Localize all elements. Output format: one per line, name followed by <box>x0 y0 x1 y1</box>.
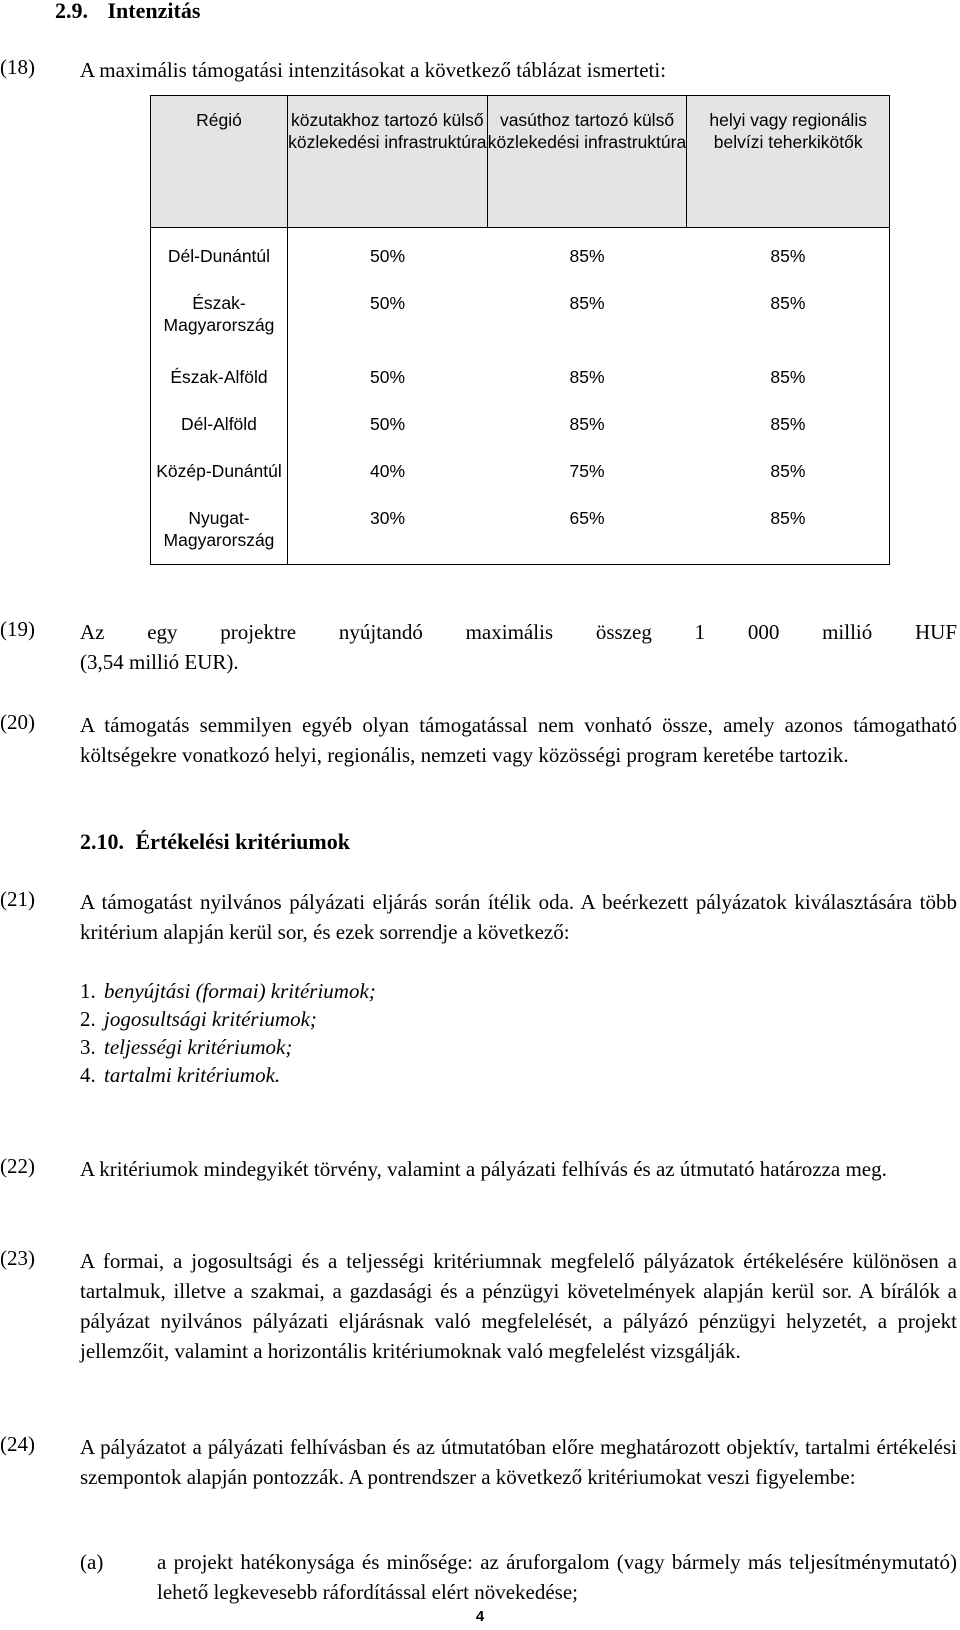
road-cell: 50% <box>370 413 406 434</box>
list-item <box>80 1060 280 1090</box>
paragraph-number-20: (20) <box>0 710 35 734</box>
table-header-row <box>151 96 890 228</box>
list-number: 4. <box>80 1063 96 1087</box>
list-text: tartalmi kritériumok. <box>104 1063 281 1087</box>
paragraph-24-text: A pályázatot a pályázati felhívásban és az útmutatóban előre meghatározott objektív, tartalmi értékelési szempontok alapján pontozzák. A pontrendszer a következő kritériumokat veszi figyelembe: <box>80 1435 957 1489</box>
section-heading-2-10 <box>80 829 350 855</box>
rail-cell: 85% <box>569 246 605 266</box>
rail-cell: 85% <box>569 293 605 314</box>
road-cell: 40% <box>370 461 406 482</box>
section-title: Intenzitás <box>107 0 201 23</box>
rail-cell: 65% <box>569 508 605 529</box>
region-cell: Nyugat-Magyarország <box>151 490 288 564</box>
paragraph-22-text: A kritériumok mindegyikét törvény, valamint a pályázati felhívás és az útmutató határozza meg. <box>80 1157 887 1181</box>
table-row <box>151 275 890 349</box>
table-row <box>151 443 890 490</box>
road-cell: 50% <box>370 246 406 266</box>
paragraph-number-18: (18) <box>0 55 35 79</box>
rail-cell: 85% <box>569 366 605 387</box>
port-cell: 85% <box>770 293 806 314</box>
section-number: 2.10. <box>80 829 124 854</box>
table-row <box>151 349 890 396</box>
paragraph-19-line2: (3,54 millió EUR). <box>80 650 239 674</box>
region-cell: Észak-Magyarország <box>151 275 288 349</box>
list-item <box>80 976 376 1006</box>
road-cell: 30% <box>370 508 406 529</box>
section-title: Értékelési kritériumok <box>135 829 350 854</box>
region-cell: Észak-Alföld <box>151 349 288 396</box>
region-cell: Dél-Alföld <box>151 396 288 443</box>
paragraph-number-23: (23) <box>0 1246 35 1270</box>
paragraph-number-22: (22) <box>0 1154 35 1178</box>
list-text: jogosultsági kritériumok; <box>104 1007 317 1031</box>
paragraph-21-text: A támogatást nyilvános pályázati eljárás során ítélik oda. A beérkezett pályázatok kiválasztására több kritérium alapján kerül sor, és ezek sorrendje a következő: <box>80 890 957 944</box>
list-number: 1. <box>80 979 96 1003</box>
paragraph-18-text: A maximális támogatási intenzitásokat a következő táblázat ismerteti: <box>80 58 667 82</box>
paragraph-number-24: (24) <box>0 1432 35 1456</box>
list-text: teljességi kritériumok; <box>104 1035 293 1059</box>
table-row <box>151 490 890 564</box>
list-number: 3. <box>80 1035 96 1059</box>
intensity-table <box>150 95 890 565</box>
paragraph-19-line1: Az egy projektre nyújtandó maximális összeg 1 000 millió HUF <box>80 620 957 644</box>
subitem-label-a: (a) <box>80 1550 104 1574</box>
paragraph-23-text: A formai, a jogosultsági és a teljességi kritériumnak megfelelő pályázatok értékelésére különösen a tartalmuk, illetve a szakmai, a gazdasági és a pénzügyi követelmények alapján kerül sor. A bírálók a pályázat nyilvános pályázati eljárásnak való megfelelését, a pályázó pénzügyi helyzetét, a projekt jellemzőit, valamint a horizontális kritériumoknak való megfelelést vizsgálják. <box>80 1249 957 1363</box>
page-number: 4 <box>475 1608 485 1625</box>
section-number: 2.9. <box>55 0 88 23</box>
port-cell: 85% <box>770 508 806 529</box>
list-item <box>80 1004 317 1034</box>
header-port: helyi vagy regionális belvízi teherkikötők <box>687 96 890 228</box>
rail-cell: 85% <box>569 413 605 434</box>
port-cell: 85% <box>770 246 806 266</box>
list-number: 2. <box>80 1007 96 1031</box>
port-cell: 85% <box>770 366 806 387</box>
paragraph-number-19: (19) <box>0 617 35 641</box>
port-cell: 85% <box>770 461 806 482</box>
table-row <box>151 396 890 443</box>
list-item <box>80 1032 292 1062</box>
table-row <box>151 228 890 276</box>
region-cell: Dél-Dunántúl <box>151 228 288 276</box>
road-cell: 50% <box>370 293 406 314</box>
paragraph-20-text: A támogatás semmilyen egyéb olyan támogatással nem vonható össze, amely azonos támogatható költségekre vonatkozó helyi, regionális, nemzeti vagy közösségi program keretébe tartozik. <box>80 713 957 767</box>
header-region: Régió <box>151 96 288 228</box>
section-heading-2-9 <box>55 0 200 24</box>
port-cell: 85% <box>770 413 806 434</box>
header-rail: vasúthoz tartozó külső közlekedési infrastruktúra <box>487 96 687 228</box>
subitem-a-text: a projekt hatékonysága és minősége: az áruforgalom (vagy bármely más teljesítménymutató) lehető legkevesebb ráfordítással elért növekedése; <box>157 1550 957 1604</box>
list-text: benyújtási (formai) kritériumok; <box>104 979 376 1003</box>
region-cell: Közép-Dunántúl <box>151 443 288 490</box>
header-road: közutakhoz tartozó külső közlekedési infrastruktúra <box>287 96 487 228</box>
road-cell: 50% <box>370 366 406 387</box>
rail-cell: 75% <box>569 461 605 482</box>
paragraph-number-21: (21) <box>0 887 35 911</box>
